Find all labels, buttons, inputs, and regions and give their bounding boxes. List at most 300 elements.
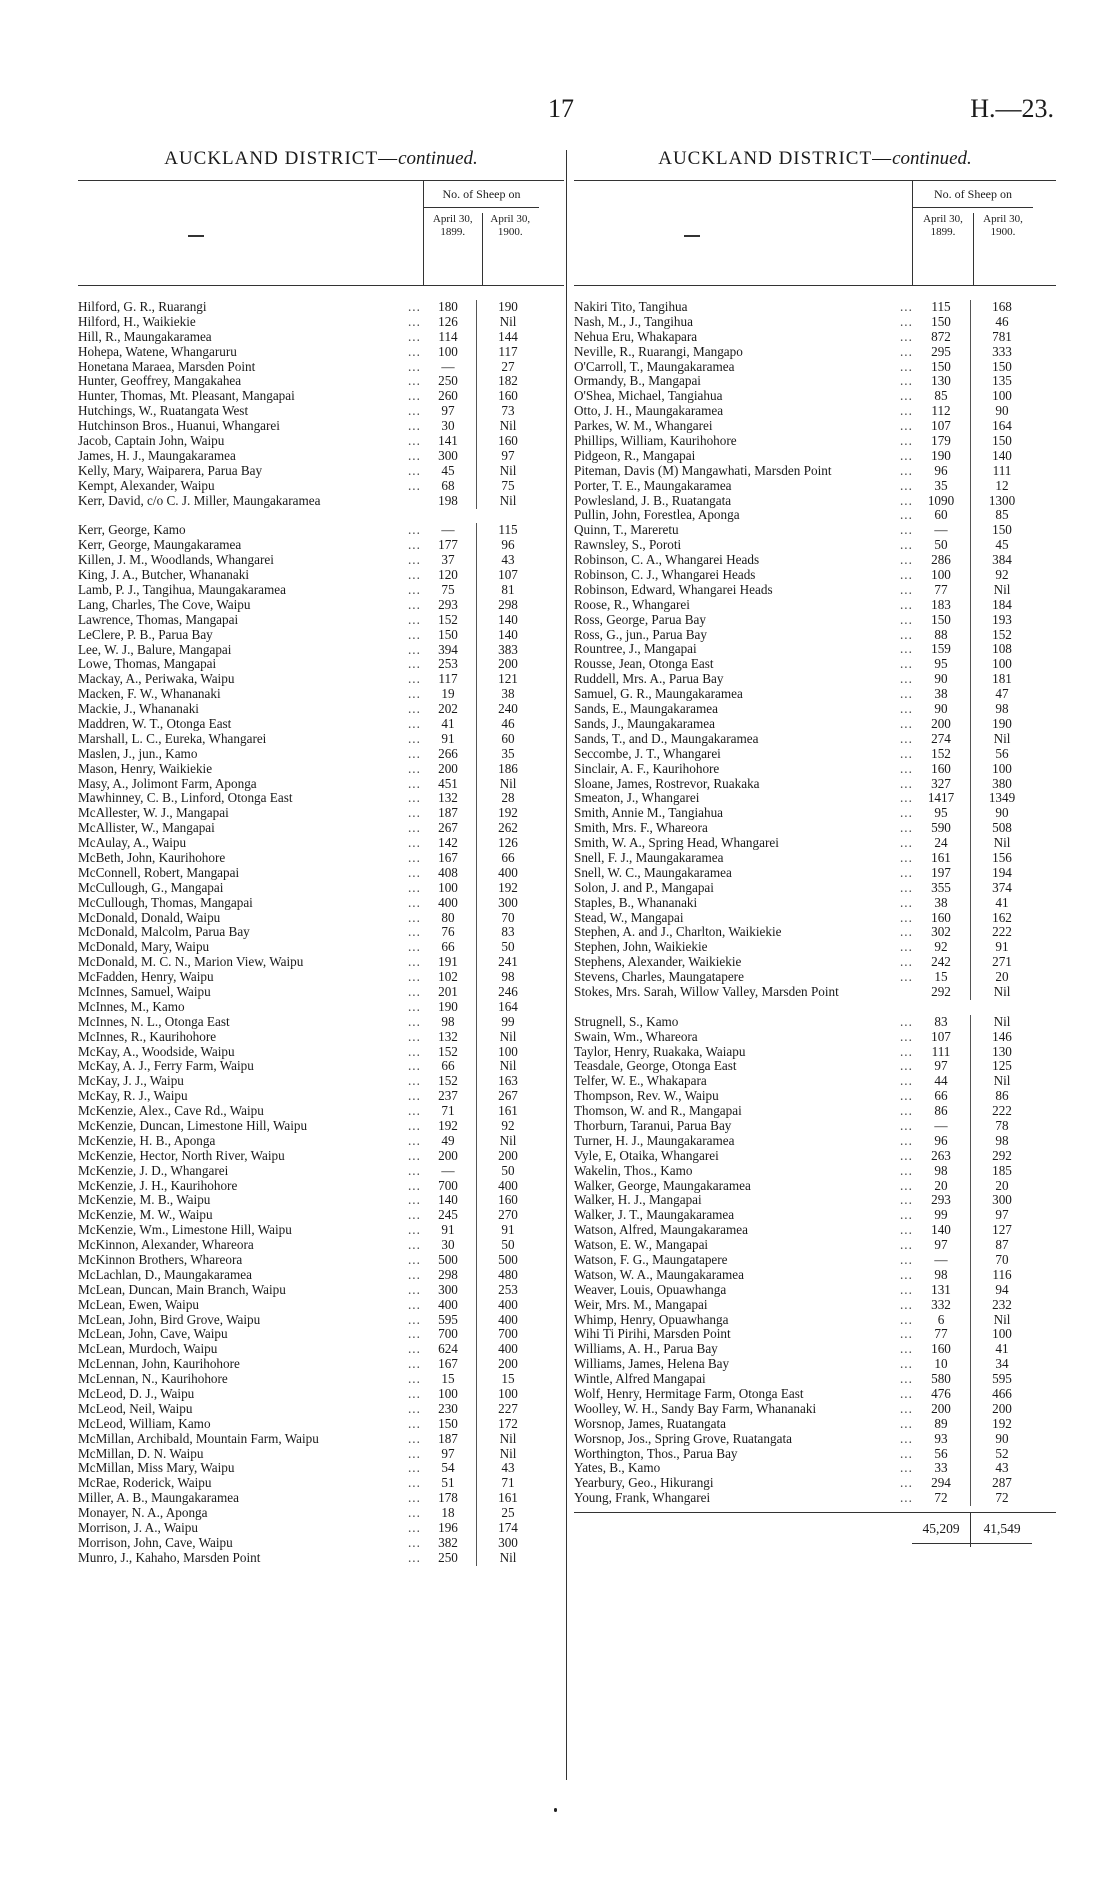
- leader-dots: ...: [408, 1549, 421, 1565]
- sheep-1900: 150: [992, 522, 1012, 538]
- sheep-1900: Nil: [499, 462, 517, 478]
- leader-dots: ...: [900, 1177, 913, 1193]
- leader-dots: ...: [408, 358, 421, 374]
- table-row: [78, 1193, 564, 1208]
- sheep-1900: 56: [995, 745, 1009, 761]
- sheep-1900: Nil: [499, 313, 517, 329]
- owner-name: McKay, R. J., Waipu: [78, 1089, 188, 1104]
- leader-dots: ...: [408, 1356, 421, 1372]
- sheep-1900: 400: [498, 1177, 518, 1193]
- owner-name: Morrison, J. A., Waipu: [78, 1521, 198, 1536]
- sheep-1899: 141: [438, 433, 458, 449]
- leader-dots: ...: [900, 328, 913, 344]
- sheep-1900: 140: [992, 447, 1012, 463]
- sheep-1900: 271: [992, 954, 1012, 970]
- owner-name: Quinn, T., Mareretu: [574, 523, 679, 538]
- owner-name: Hilford, G. R., Ruarangi: [78, 300, 207, 314]
- sheep-1899: 37: [441, 552, 455, 568]
- table-row: [78, 851, 564, 866]
- owner-name: Worsnop, Jos., Spring Grove, Ruatangata: [574, 1431, 792, 1446]
- sheep-1899: 89: [934, 1415, 948, 1431]
- sheep-1900: 140: [498, 626, 518, 642]
- leader-dots: ...: [900, 730, 913, 746]
- table-row: [78, 1342, 564, 1357]
- leader-dots: ...: [408, 1252, 421, 1268]
- leader-dots: ...: [900, 805, 913, 821]
- sheep-1900: 146: [992, 1028, 1012, 1044]
- owner-name: Stead, W., Mangapai: [574, 910, 684, 925]
- sheep-1899: 100: [438, 343, 458, 359]
- table-row: [78, 300, 564, 315]
- table-row: [78, 553, 564, 568]
- sheep-1899: 76: [441, 924, 455, 940]
- sheep-1899: 150: [438, 626, 458, 642]
- owner-name: Rousse, Jean, Otonga East: [574, 657, 714, 672]
- leader-dots: ...: [900, 373, 913, 389]
- table-row: [78, 583, 564, 598]
- owner-name: Stephens, Alexander, Waikiekie: [574, 955, 742, 970]
- sheep-1899: 77: [934, 1326, 948, 1342]
- right-table-header: [574, 180, 1056, 286]
- sheep-1900: 185: [992, 1162, 1012, 1178]
- sheep-1900: Nil: [499, 775, 517, 791]
- sheep-1900: 270: [498, 1207, 518, 1223]
- sheep-1899: 90: [934, 701, 948, 717]
- table-row: [574, 1432, 1056, 1447]
- owner-name: Roose, R., Whangarei: [574, 597, 690, 612]
- leader-dots: ...: [408, 939, 421, 955]
- leader-dots: ...: [900, 492, 913, 508]
- leader-dots: ...: [408, 954, 421, 970]
- owner-name: Yates, B., Kamo: [574, 1461, 661, 1476]
- sheep-1900: 121: [498, 671, 518, 687]
- sheep-1900: 41: [995, 1341, 1009, 1357]
- sheep-1900: Nil: [499, 1058, 517, 1074]
- table-row: [78, 1417, 564, 1432]
- owner-name: McKenzie, M. W., Waipu: [78, 1208, 213, 1223]
- owner-name: Morrison, John, Cave, Waipu: [78, 1535, 233, 1550]
- sheep-1900: 45: [995, 537, 1009, 553]
- owner-name: Smeaton, J., Whangarei: [574, 791, 700, 806]
- owner-name: Smith, Annie M., Tangiahua: [574, 806, 724, 821]
- table-row: [78, 1119, 564, 1134]
- leader-dots: ...: [900, 909, 913, 925]
- sheep-1899: 132: [438, 1028, 458, 1044]
- leader-dots: ...: [900, 1222, 913, 1238]
- sheep-1900: 47: [995, 686, 1009, 702]
- owner-name: Smith, Mrs. F., Whareora: [574, 821, 708, 836]
- right-table-body: [574, 300, 1056, 1506]
- sheep-1900: Nil: [499, 1445, 517, 1461]
- sheep-1899: 107: [931, 418, 951, 434]
- owner-name: LeClere, P. B., Parua Bay: [78, 627, 213, 642]
- owner-name: Lawrence, Thomas, Mangapai: [78, 612, 239, 627]
- table-row: [574, 628, 1056, 643]
- leader-dots: ...: [408, 1237, 421, 1253]
- sheep-1900: 115: [498, 522, 518, 538]
- sheep-1899: 152: [438, 611, 458, 627]
- table-row: [574, 1268, 1056, 1283]
- leader-dots: ...: [408, 611, 421, 627]
- sheep-1899: 93: [934, 1430, 948, 1446]
- sheep-1900: 400: [498, 1311, 518, 1327]
- owner-name: Telfer, W. E., Whakapara: [574, 1074, 707, 1089]
- sheep-1900: 85: [995, 507, 1009, 523]
- leader-dots: ...: [408, 596, 421, 612]
- leader-dots: ...: [900, 924, 913, 940]
- owner-name: Kelly, Mary, Waiparera, Parua Bay: [78, 463, 263, 478]
- sheep-1900: 400: [498, 1341, 518, 1357]
- owner-name: O'Carroll, T., Maungakaramea: [574, 359, 735, 374]
- sheep-1900: 466: [992, 1386, 1012, 1402]
- sheep-1900: 267: [498, 1088, 518, 1104]
- table-row: [78, 1059, 564, 1074]
- table-row: [78, 1476, 564, 1491]
- leader-dots: ...: [408, 879, 421, 895]
- table-row: [574, 1015, 1056, 1030]
- sheep-1900: 70: [995, 1252, 1009, 1268]
- owner-name: McKenzie, Hector, North River, Waipu: [78, 1148, 285, 1163]
- sheep-1899: 30: [441, 418, 455, 434]
- sheep-1900: 111: [992, 462, 1012, 478]
- leader-dots: ...: [408, 1430, 421, 1446]
- sheep-1899: 187: [438, 1430, 458, 1446]
- leader-dots: ...: [900, 343, 913, 359]
- sheep-1900: 81: [501, 581, 515, 597]
- sheep-1899: 98: [934, 1266, 948, 1282]
- owner-name: McKenzie, H. B., Aponga: [78, 1133, 216, 1148]
- owner-name: Lowe, Thomas, Mangapai: [78, 657, 217, 672]
- table-row: [78, 1179, 564, 1194]
- owner-name: McAulay, A., Waipu: [78, 836, 187, 851]
- owner-name: Ormandy, B., Mangapai: [574, 374, 701, 389]
- table-row: [78, 732, 564, 747]
- sheep-1900: 108: [992, 641, 1012, 657]
- leader-dots: ...: [408, 1147, 421, 1163]
- leader-dots: ...: [408, 626, 421, 642]
- sheep-1899: 50: [934, 537, 948, 553]
- sheep-1900: Nil: [499, 1430, 517, 1446]
- owner-name: Sloane, James, Rostrevor, Ruakaka: [574, 776, 760, 791]
- sheep-1899: 197: [931, 864, 951, 880]
- table-row: [574, 970, 1056, 985]
- sheep-1900: 200: [498, 1356, 518, 1372]
- owner-name: Lamb, P. J., Tangihua, Maungakaramea: [78, 582, 286, 597]
- leader-dots: ...: [408, 1311, 421, 1327]
- owner-name: McKenzie, J. D., Whangarei: [78, 1163, 229, 1178]
- owner-name: Stokes, Mrs. Sarah, Willow Valley, Marsden Point: [574, 984, 839, 999]
- sheep-1900: 200: [498, 1147, 518, 1163]
- sheep-1899: 86: [934, 1103, 948, 1119]
- totals-row: [574, 1512, 1056, 1547]
- table-row: [574, 1372, 1056, 1387]
- sheep-1900: 71: [501, 1475, 515, 1491]
- table-row: [574, 1417, 1056, 1432]
- sheep-1900: Nil: [993, 835, 1011, 851]
- table-row: [78, 613, 564, 628]
- owner-name: McKenzie, Duncan, Limestone Hill, Waipu: [78, 1119, 308, 1133]
- leader-dots: ...: [900, 641, 913, 657]
- owner-name: Parkes, W. M., Whangarei: [574, 419, 713, 434]
- owner-name: McConnell, Robert, Mangapai: [78, 865, 240, 880]
- table-row: [574, 1476, 1056, 1491]
- year-1899-header: April 30, 1899.: [424, 213, 483, 285]
- sheep-1900: 374: [992, 879, 1012, 895]
- owner-name: McLennan, John, Kaurihohore: [78, 1357, 240, 1372]
- leader-dots: ...: [900, 1028, 913, 1044]
- owner-name: Masy, A., Jolimont Farm, Aponga: [78, 776, 257, 791]
- sheep-1899: 263: [931, 1147, 951, 1163]
- page-reference: H.—23.: [970, 94, 1054, 123]
- sheep-1899: 200: [438, 760, 458, 776]
- sheep-1899: 191: [438, 954, 458, 970]
- sheep-1899: 99: [934, 1207, 948, 1223]
- leader-dots: ...: [408, 1400, 421, 1416]
- table-row: [78, 1074, 564, 1089]
- sheep-1900: 383: [498, 641, 518, 657]
- sheep-1900: 156: [992, 849, 1012, 865]
- table-row: [78, 1268, 564, 1283]
- sheep-1900: 99: [501, 1013, 515, 1029]
- table-row: [574, 1104, 1056, 1119]
- leader-dots: ...: [408, 1118, 421, 1133]
- leader-dots: ...: [900, 477, 913, 493]
- owner-name: Seccombe, J. T., Whangarei: [574, 746, 721, 761]
- table-row: [78, 1253, 564, 1268]
- table-row: [78, 315, 564, 330]
- leader-dots: ...: [408, 433, 421, 449]
- table-row: [574, 1179, 1056, 1194]
- table-row: [78, 1491, 564, 1506]
- owner-name: Kerr, David, c/o C. J. Miller, Maungakaramea: [78, 493, 321, 508]
- leader-dots: ...: [900, 671, 913, 687]
- owner-name: McLeod, D. J., Waipu: [78, 1387, 195, 1402]
- sheep-1899: 274: [931, 730, 951, 746]
- sheep-1899: 196: [438, 1520, 458, 1536]
- leader-dots: ...: [900, 1162, 913, 1178]
- sheep-1899: 200: [931, 715, 951, 731]
- owner-name: McLennan, N., Kaurihohore: [78, 1372, 228, 1387]
- table-row: [78, 374, 564, 389]
- sheep-1900: 1349: [988, 790, 1016, 806]
- sheep-1899: 237: [438, 1088, 458, 1104]
- table-row: [574, 1223, 1056, 1238]
- leader-dots: ...: [900, 313, 913, 329]
- owner-name: McDonald, Mary, Waipu: [78, 940, 210, 955]
- sheep-1899: 97: [441, 403, 455, 419]
- sheep-1899: 112: [931, 403, 951, 419]
- sheep-1900: 83: [501, 924, 515, 940]
- sheep-1899: 92: [934, 939, 948, 955]
- sheep-1900: 480: [498, 1266, 518, 1282]
- table-row: [574, 672, 1056, 687]
- sheep-1900: Nil: [499, 418, 517, 434]
- sheep-1899: 160: [931, 1341, 951, 1357]
- owner-name: Weaver, Louis, Opuawhanga: [574, 1282, 727, 1297]
- sheep-1900: 91: [995, 939, 1009, 955]
- sheep-1900: 97: [995, 1207, 1009, 1223]
- table-row: [574, 791, 1056, 806]
- sheep-1900: 400: [498, 864, 518, 880]
- leader-dots: ...: [408, 1088, 421, 1104]
- leader-dots: ...: [408, 790, 421, 806]
- owner-name: McAllester, W. J., Mangapai: [78, 806, 229, 821]
- owner-name: McLachlan, D., Maungakaramea: [78, 1267, 252, 1282]
- leader-dots: ...: [408, 1103, 421, 1119]
- leader-dots: ...: [408, 656, 421, 672]
- leader-dots: ...: [408, 760, 421, 776]
- sheep-1900: 287: [992, 1475, 1012, 1491]
- sheep-1899: 6: [937, 1311, 945, 1327]
- leader-dots: ...: [900, 1118, 913, 1133]
- sheep-1900: 298: [498, 596, 518, 612]
- sheep-1900: 192: [498, 879, 518, 895]
- sheep-1899: 294: [931, 1475, 951, 1491]
- sheep-1899: 130: [931, 373, 951, 389]
- sheep-1900: 100: [992, 1326, 1012, 1342]
- leader-dots: ...: [408, 328, 421, 344]
- sheep-1899: —: [441, 358, 455, 374]
- sheep-1899: 24: [934, 835, 948, 851]
- owner-name: McMillan, Miss Mary, Waipu: [78, 1461, 235, 1476]
- table-row: [574, 1045, 1056, 1060]
- sheep-1900: 50: [501, 1162, 515, 1178]
- sheep-1900: 117: [498, 343, 518, 359]
- sheep-1899: 45: [441, 462, 455, 478]
- owner-name: Robinson, Edward, Whangarei Heads: [574, 582, 773, 597]
- sheep-1899: 152: [438, 1073, 458, 1089]
- leader-dots: ...: [900, 522, 913, 538]
- owner-name: Vyle, E, Otaika, Whangarei: [574, 1148, 719, 1163]
- sheep-1900: Nil: [499, 492, 517, 508]
- owner-name: Porter, T. E., Maungakaramea: [574, 478, 732, 493]
- leader-dots: ...: [408, 1520, 421, 1536]
- sheep-1899: 300: [438, 447, 458, 463]
- table-row: [78, 836, 564, 851]
- sheep-1900: 186: [498, 760, 518, 776]
- owner-name: Monayer, N. A., Aponga: [78, 1506, 208, 1521]
- sheep-1899: 80: [441, 909, 455, 925]
- owner-name: Sinclair, A. F., Kaurihohore: [574, 761, 720, 776]
- sheep-1900: 92: [995, 567, 1009, 583]
- sheep-1899: 33: [934, 1460, 948, 1476]
- sheep-1899: 179: [931, 433, 951, 449]
- owner-name: Robinson, C. J., Whangarei Heads: [574, 568, 756, 583]
- leader-dots: ...: [408, 1177, 421, 1193]
- sheep-1899: 100: [438, 1386, 458, 1402]
- sheep-1900: 72: [995, 1490, 1009, 1506]
- sheep-1899: 120: [438, 567, 458, 583]
- sheep-1899: 88: [934, 626, 948, 642]
- leader-dots: ...: [900, 1192, 913, 1208]
- table-row: [78, 1461, 564, 1476]
- table-row: [574, 494, 1056, 509]
- leader-dots: ...: [900, 745, 913, 761]
- sheep-1900: 1300: [988, 492, 1016, 508]
- table-row: [78, 806, 564, 821]
- sheep-1899: 295: [931, 343, 951, 359]
- sheep-1899: 1417: [927, 790, 955, 806]
- sheep-1900: 100: [992, 760, 1012, 776]
- sheep-1900: 90: [995, 1430, 1009, 1446]
- sheep-1899: 150: [931, 611, 951, 627]
- leader-dots: ...: [900, 864, 913, 880]
- table-row: [574, 1074, 1056, 1089]
- owner-name: Kerr, George, Kamo: [78, 523, 186, 538]
- sheep-1900: 222: [992, 1103, 1012, 1119]
- sheep-1899: 97: [934, 1237, 948, 1253]
- owner-name: McDonald, Donald, Waipu: [78, 910, 221, 925]
- owner-name: McLean, John, Cave, Waipu: [78, 1327, 228, 1342]
- table-row: [574, 642, 1056, 657]
- leader-dots: ...: [900, 954, 913, 970]
- sheep-1900: 87: [995, 1237, 1009, 1253]
- sheep-1900: 150: [992, 358, 1012, 374]
- sheep-1899: 400: [438, 894, 458, 910]
- sheep-1899: 178: [438, 1490, 458, 1506]
- sheep-1900: 97: [501, 447, 515, 463]
- sheep-1899: 198: [438, 492, 458, 508]
- sheep-1899: 200: [931, 1400, 951, 1416]
- leader-dots: ...: [408, 1207, 421, 1223]
- table-row: [574, 538, 1056, 553]
- leader-dots: ...: [900, 1415, 913, 1431]
- sheep-1899: 77: [934, 581, 948, 597]
- sheep-1900: 194: [992, 864, 1012, 880]
- owner-name: Stevens, Charles, Maungatapere: [574, 970, 744, 985]
- sheep-1900: 127: [992, 1222, 1012, 1238]
- owner-name: Wintle, Alfred Mangapai: [574, 1372, 706, 1387]
- owner-name: Taylor, Henry, Ruakaka, Waiapu: [574, 1044, 746, 1059]
- owner-name: Worsnop, James, Ruatangata: [574, 1416, 727, 1431]
- owner-name: Walker, George, Maungakaramea: [574, 1178, 751, 1193]
- table-row: [574, 1253, 1056, 1268]
- owner-name: Lang, Charles, The Cove, Waipu: [78, 597, 251, 612]
- leader-dots: ...: [408, 1341, 421, 1357]
- sheep-1899: 253: [438, 656, 458, 672]
- leader-dots: ...: [900, 447, 913, 463]
- table-row: [574, 1447, 1056, 1462]
- owner-name: Hilford, H., Waikiekie: [78, 314, 196, 329]
- table-row: [78, 1223, 564, 1238]
- table-row: [574, 330, 1056, 345]
- owner-name: Woolley, W. H., Sandy Bay Farm, Whananaki: [574, 1401, 817, 1416]
- table-row: [78, 360, 564, 375]
- leader-dots: ...: [900, 1281, 913, 1297]
- leader-dots: ...: [900, 507, 913, 523]
- owner-name: Nehua Eru, Whakapara: [574, 329, 698, 344]
- leader-dots: ...: [408, 1445, 421, 1461]
- leader-dots: ...: [408, 1475, 421, 1491]
- name-column-dash: [684, 235, 700, 237]
- leader-dots: ...: [900, 1326, 913, 1342]
- table-row: [574, 553, 1056, 568]
- sheep-1899: 580: [931, 1371, 951, 1387]
- sheep-1900: 94: [995, 1281, 1009, 1297]
- sheep-1899: 190: [931, 447, 951, 463]
- sheep-1899: —: [441, 1162, 455, 1178]
- leader-dots: ...: [408, 701, 421, 717]
- table-row: [574, 911, 1056, 926]
- table-row: [78, 628, 564, 643]
- table-row: [78, 1238, 564, 1253]
- sheep-1899: 167: [438, 1356, 458, 1372]
- owner-name: Maddren, W. T., Otonga East: [78, 716, 232, 731]
- table-row: [78, 747, 564, 762]
- leader-dots: ...: [900, 581, 913, 597]
- leader-dots: ...: [900, 820, 913, 836]
- sheep-1899: 286: [931, 552, 951, 568]
